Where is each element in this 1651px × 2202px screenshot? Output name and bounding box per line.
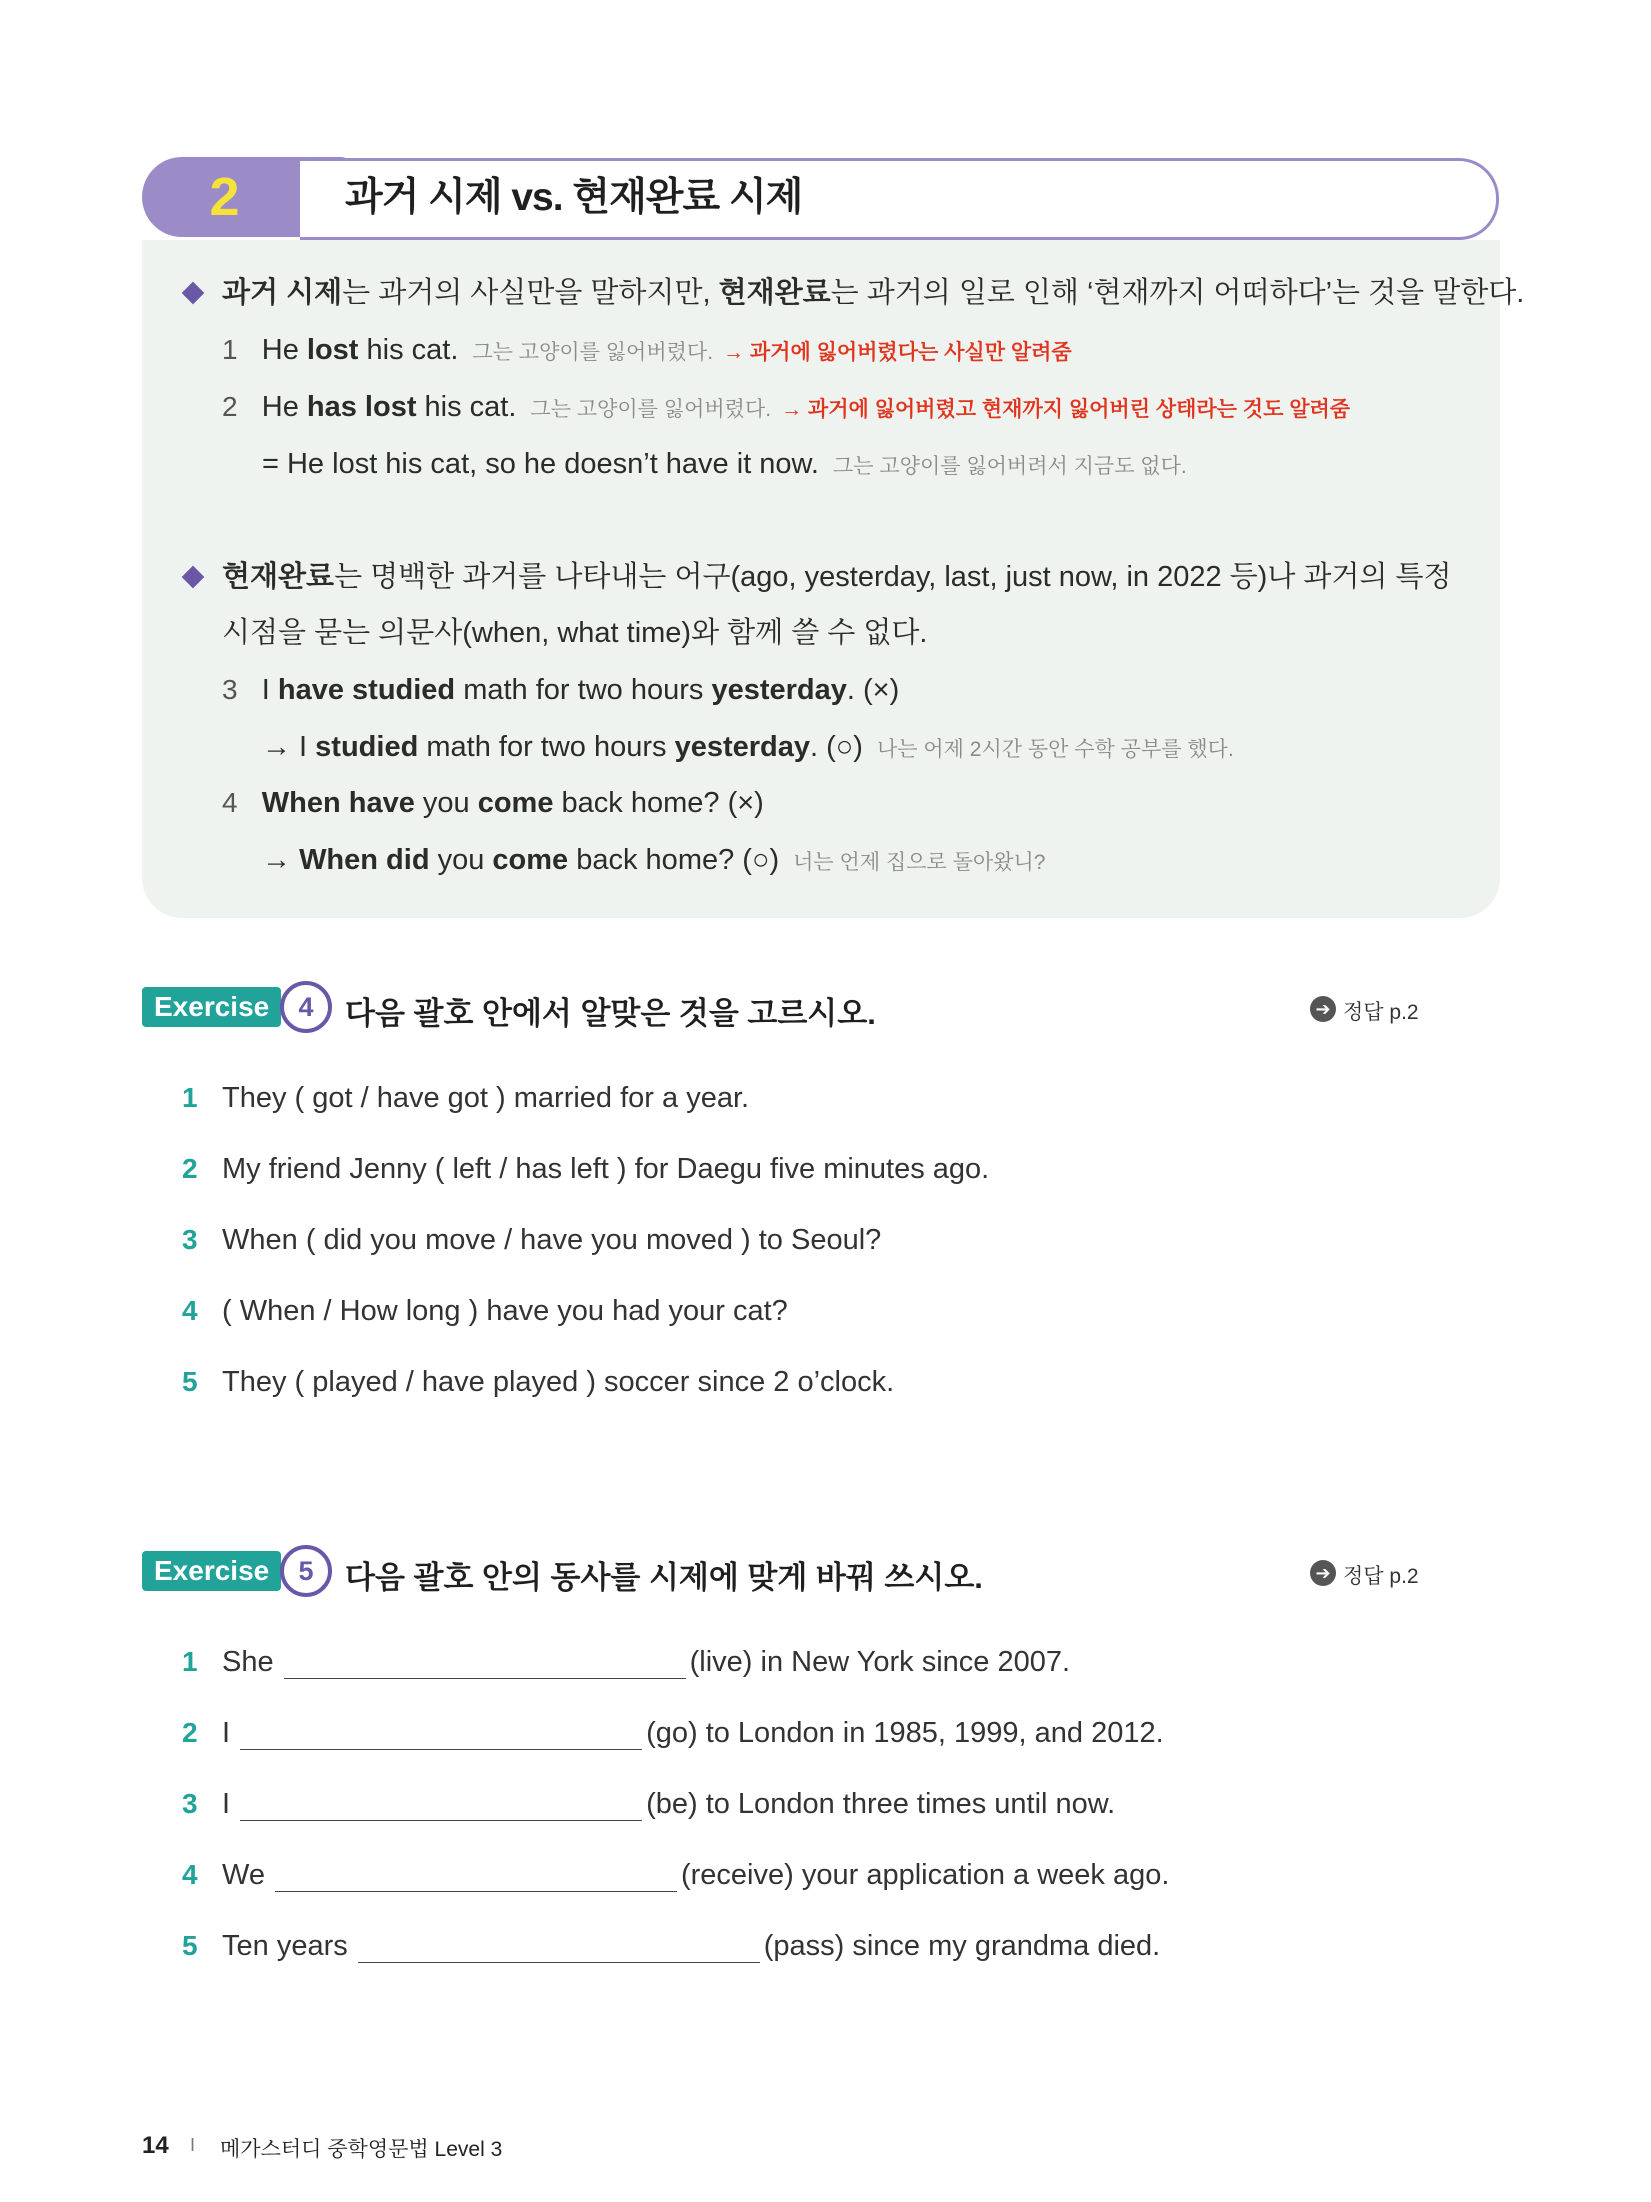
- ex5-item-number: 2: [182, 1717, 198, 1748]
- footer-separator: I: [190, 2135, 196, 2155]
- arrow-right-circle-icon: ➔: [1310, 1560, 1336, 1586]
- exercise-4-number: 4: [280, 981, 332, 1033]
- ex4-item-number: 5: [182, 1366, 198, 1397]
- ex4-item-text: They ( got / have got ) married for a year.: [222, 1082, 750, 1114]
- ex4-item-number: 2: [182, 1153, 198, 1184]
- answer-blank[interactable]: [240, 1788, 642, 1821]
- section-title: 과거 시제 vs. 현재완료 시제: [345, 176, 803, 219]
- ex5-item-number: 4: [182, 1859, 198, 1890]
- ex5-item-number: 1: [182, 1646, 198, 1677]
- example-2: 2 He has lost his cat. 그는 고양이를 잃어버렸다. → 과거에 잃어버렸고 현재까지 잃어버린 상태라는 것도 알려줌: [222, 391, 1351, 423]
- rule-1: 과거 시제는 과거의 사실만을 말하지만, 현재완료는 과거의 일로 인해 ‘현재까지 어떠하다’는 것을 말한다.: [222, 277, 1525, 309]
- answer-blank[interactable]: [275, 1859, 677, 1892]
- ex4-item-number: 4: [182, 1295, 198, 1326]
- example-3-correction: → I studied math for two hours yesterday. (○) 나는 어제 2시간 동안 수학 공부를 했다.: [262, 731, 1234, 763]
- arrow-right-circle-icon: ➔: [1310, 996, 1336, 1022]
- answer-blank[interactable]: [284, 1646, 686, 1679]
- example-4-correction: → When did you come back home? (○) 너는 언제 집으로 돌아왔니?: [262, 844, 1046, 876]
- ex4-item-text: When ( did you move / have you moved ) to Seoul?: [222, 1224, 882, 1256]
- example-4: 4 When have you come back home? (×): [222, 787, 764, 819]
- answer-blank[interactable]: [358, 1930, 760, 1963]
- answer-blank[interactable]: [240, 1717, 642, 1750]
- ex4-item-number: 1: [182, 1082, 198, 1113]
- example-1: 1 He lost his cat. 그는 고양이를 잃어버렸다. → 과거에 잃어버렸다는 사실만 알려줌: [222, 334, 1072, 366]
- example-3: 3 I have studied math for two hours yesterday. (×): [222, 674, 900, 706]
- ex5-item: I (be) to London three times until now.: [222, 1788, 1116, 1820]
- exercise-5-badge: Exercise: [142, 1551, 281, 1591]
- section-number: 2: [209, 167, 240, 227]
- ex4-item-number: 3: [182, 1224, 198, 1255]
- book-title: 메가스터디 중학영문법 Level 3: [220, 2138, 503, 2161]
- rule-2-line-2: 시점을 묻는 의문사(when, what time)와 함께 쓸 수 없다.: [222, 617, 928, 649]
- ex5-item: We (receive) your application a week ago.: [222, 1859, 1170, 1891]
- ex4-item-text: My friend Jenny ( left / has left ) for Daegu five minutes ago.: [222, 1153, 990, 1185]
- ex5-item: She (live) in New York since 2007.: [222, 1646, 1071, 1678]
- ex5-item: I (go) to London in 1985, 1999, and 2012.: [222, 1717, 1164, 1749]
- ex5-item-number: 3: [182, 1788, 198, 1819]
- exercise-5-answer-ref: 정답 p.2: [1343, 1565, 1419, 1588]
- rule-2-line-1: 현재완료는 명백한 과거를 나타내는 어구(ago, yesterday, last, just now, in 2022 등)나 과거의 특정: [222, 561, 1452, 593]
- ex5-item-number: 5: [182, 1930, 198, 1961]
- ex4-item-text: They ( played / have played ) soccer since 2 o’clock.: [222, 1366, 895, 1398]
- ex4-item-text: ( When / How long ) have you had your cat?: [222, 1295, 788, 1327]
- example-2-paraphrase: = He lost his cat, so he doesn’t have it now. 그는 고양이를 잃어버려서 지금도 없다.: [262, 448, 1187, 480]
- exercise-4-badge: Exercise: [142, 987, 281, 1027]
- exercise-4-instruction: 다음 괄호 안에서 알맞은 것을 고르시오.: [345, 996, 876, 1031]
- exercise-5-number: 5: [280, 1545, 332, 1597]
- exercise-4-answer-ref: 정답 p.2: [1343, 1001, 1419, 1024]
- exercise-5-instruction: 다음 괄호 안의 동사를 시제에 맞게 바꿔 쓰시오.: [345, 1560, 983, 1595]
- page-number: 14: [142, 2132, 169, 2159]
- ex5-item: Ten years (pass) since my grandma died.: [222, 1930, 1161, 1962]
